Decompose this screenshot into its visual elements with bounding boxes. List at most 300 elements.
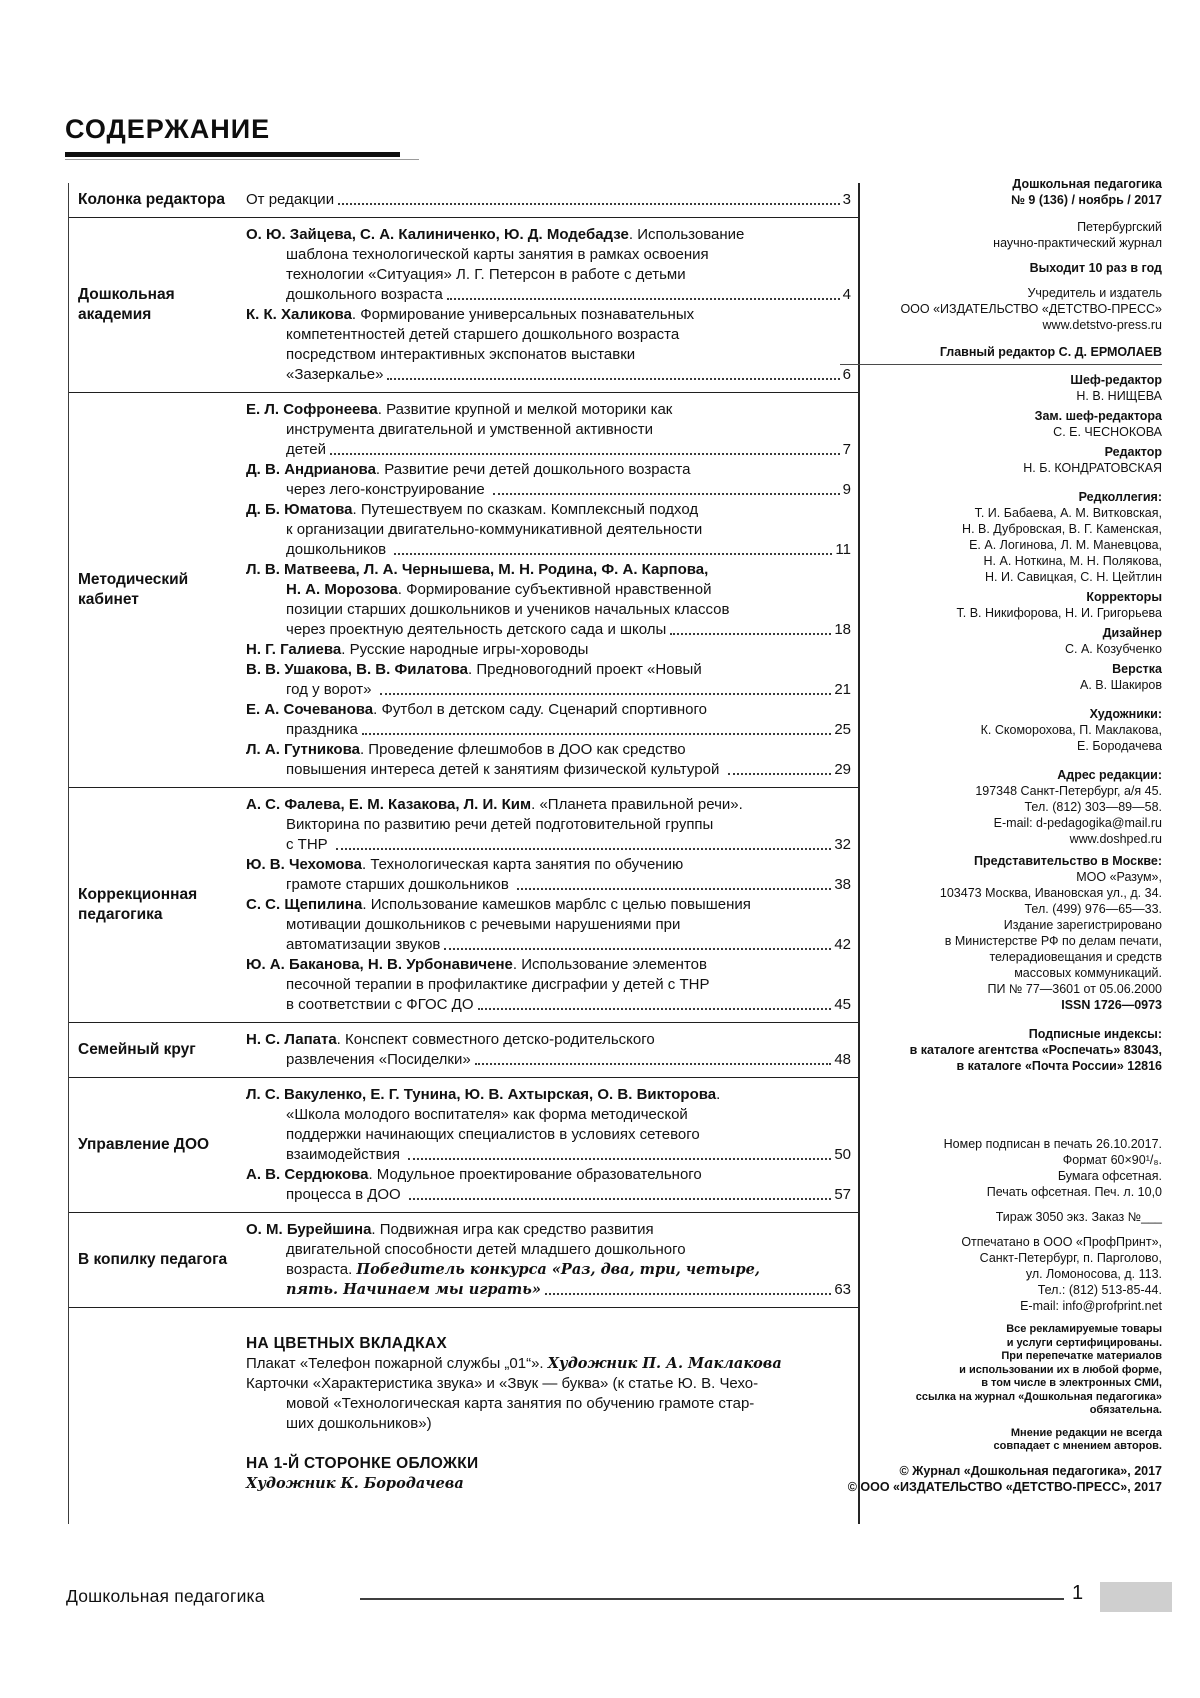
toc-entry-line bbox=[246, 460, 851, 480]
toc-text-segment: . Использование bbox=[628, 226, 745, 243]
toc-text-segment: Е. А. Сочеванова bbox=[246, 701, 374, 718]
toc-text-segment: шаблона технологической карты занятия в рамках освоения bbox=[286, 246, 709, 263]
toc-entry-line bbox=[246, 540, 851, 560]
toc-text-segment: инструмента двигательной и умственной активности bbox=[286, 421, 654, 438]
toc-entry bbox=[246, 1085, 851, 1165]
footer-corner-box bbox=[1100, 1582, 1172, 1612]
toc-leader-dots bbox=[478, 995, 832, 1010]
toc-entry-text bbox=[286, 365, 383, 385]
toc-entry-line bbox=[246, 1220, 851, 1240]
masthead-line: Печать офсетная. Печ. л. 10,0 bbox=[986, 1185, 1162, 1199]
masthead-line: Тел. (812) 303—89—58. bbox=[1024, 800, 1162, 814]
toc-section-label: Методический кабинет bbox=[78, 571, 189, 608]
toc-entry bbox=[246, 895, 851, 955]
toc-page-ref: 32 bbox=[834, 836, 851, 853]
masthead-line: Редактор bbox=[1104, 445, 1162, 459]
masthead-line: Тел. (499) 976—65—33. bbox=[1024, 902, 1162, 916]
toc-entry-text bbox=[286, 1280, 541, 1300]
toc-text-segment: . Технологическая карта занятия по обучению bbox=[362, 856, 684, 873]
toc-entry-text bbox=[286, 600, 729, 620]
toc-text-segment: . Проведение флешмобов в ДОО как средство bbox=[359, 741, 686, 758]
toc-text-segment: компетентностей детей старшего дошкольного возраста bbox=[286, 326, 680, 343]
masthead-line: Формат 60×90¹/₈. bbox=[1062, 1153, 1162, 1167]
masthead-line: Санкт-Петербург, п. Парголово, bbox=[979, 1251, 1162, 1265]
toc-text-segment: . Футбол в детском саду. Сценарий спортивного bbox=[373, 701, 707, 718]
masthead-line: Номер подписан в печать 26.10.2017. bbox=[943, 1137, 1162, 1151]
toc-entry bbox=[246, 1474, 851, 1494]
toc-text-segment: пять. Начинаем мы играть» bbox=[286, 1281, 541, 1298]
toc-entry bbox=[246, 500, 851, 560]
toc-entry-line bbox=[246, 1334, 851, 1354]
masthead-line: С. Е. ЧЕСНОКОВА bbox=[1053, 425, 1162, 439]
toc-text-segment: детей bbox=[286, 441, 327, 458]
toc-entry-text bbox=[286, 915, 680, 935]
toc-entry-line bbox=[246, 875, 851, 895]
masthead-line: При перепечатке материалов bbox=[1001, 1350, 1162, 1362]
masthead-line: совпадает с мнением авторов. bbox=[993, 1440, 1162, 1452]
toc-page-ref: 57 bbox=[834, 1186, 851, 1203]
toc-text-segment: Д. В. Андрианова bbox=[246, 461, 376, 478]
masthead-spacer bbox=[840, 276, 1162, 285]
toc-section bbox=[69, 183, 858, 217]
toc-leader-dots bbox=[475, 1050, 832, 1065]
toc-entry-text bbox=[286, 995, 474, 1015]
masthead-line: www.doshped.ru bbox=[1069, 832, 1162, 846]
toc-page-ref: 50 bbox=[834, 1146, 851, 1163]
masthead-line: № 9 (136) / ноябрь / 2017 bbox=[1010, 193, 1162, 207]
toc-text-segment: . Развитие крупной и мелкой моторики как bbox=[377, 401, 673, 418]
masthead-line: в Министерстве РФ по делам печати, bbox=[944, 934, 1162, 948]
toc-entry-text bbox=[246, 1454, 478, 1474]
toc-leader-dots bbox=[380, 680, 832, 695]
toc-entry-text bbox=[286, 420, 653, 440]
toc-entry-line bbox=[246, 420, 851, 440]
toc-text-segment: Н. С. Лапата bbox=[246, 1031, 337, 1048]
toc-entry-text bbox=[286, 1145, 404, 1165]
toc-leader-dots bbox=[447, 285, 840, 300]
masthead-line: Корректоры bbox=[1086, 590, 1162, 604]
toc-entry-text bbox=[246, 560, 708, 580]
masthead-line: Мнение редакции не всегда bbox=[1010, 1426, 1162, 1439]
toc-entry-text bbox=[286, 265, 686, 285]
toc-entry-text bbox=[246, 1030, 655, 1050]
toc-entry-text bbox=[286, 1105, 688, 1125]
masthead-line: обязательна. bbox=[1089, 1404, 1162, 1416]
toc-entry bbox=[246, 855, 851, 895]
footer-journal-title: Дошкольная педагогика bbox=[66, 1586, 265, 1606]
masthead-line: А. В. Шакиров bbox=[1080, 678, 1162, 692]
toc-entry-line bbox=[246, 895, 851, 915]
toc-entry-line bbox=[246, 305, 851, 325]
toc-entry-line bbox=[246, 1354, 851, 1374]
toc-entry-line bbox=[246, 1240, 851, 1260]
toc-section-label: Управление ДОО bbox=[78, 1136, 210, 1153]
toc-entry-text bbox=[286, 245, 709, 265]
masthead-spacer bbox=[840, 1200, 1162, 1209]
toc-text-segment: мовой «Технологическая карта занятия по обучению грамоте стар- bbox=[286, 1395, 755, 1412]
toc-entry-text bbox=[286, 815, 713, 835]
toc-leader-dots bbox=[444, 935, 831, 950]
masthead-line: Дошкольная педагогика bbox=[1012, 177, 1162, 191]
toc-text-segment: ших дошкольников») bbox=[286, 1415, 432, 1432]
toc-entry-line bbox=[246, 1474, 851, 1494]
toc-entry-line bbox=[246, 680, 851, 700]
toc-text-segment: . Использование камешков марблс с целью повышения bbox=[362, 896, 751, 913]
toc-entry-text bbox=[286, 1414, 432, 1434]
toc-text-segment: О. Ю. Зайцева, С. А. Калиниченко, Ю. Д. Модебадзе bbox=[246, 226, 629, 243]
toc-entry-line bbox=[246, 660, 851, 680]
masthead-line: Дизайнер bbox=[1102, 626, 1162, 640]
toc-entry-line bbox=[246, 285, 851, 305]
toc-section-body bbox=[246, 795, 858, 1015]
toc-entry-text bbox=[286, 540, 390, 560]
toc-entry-line bbox=[246, 560, 851, 580]
toc-text-segment: Плакат «Телефон пожарной службы „01“». bbox=[246, 1355, 548, 1372]
toc-text-segment: . Русские народные игры-хороводы bbox=[341, 641, 589, 658]
toc-text-segment: К. К. Халикова bbox=[246, 306, 352, 323]
toc-entry-text bbox=[286, 440, 326, 460]
toc-section-label: Семейный круг bbox=[78, 1041, 196, 1058]
toc-section bbox=[69, 1212, 858, 1307]
toc-entry-line bbox=[246, 700, 851, 720]
toc-section bbox=[69, 1077, 858, 1212]
toc-text-segment: Ю. А. Баканова, Н. В. Урбонавичене bbox=[246, 956, 513, 973]
toc-entry-text bbox=[246, 955, 707, 975]
toc-entry-line bbox=[246, 1145, 851, 1165]
toc-text-segment: дошкольного возраста bbox=[286, 286, 443, 303]
toc-leader-dots bbox=[394, 540, 832, 555]
toc-entry-line bbox=[246, 975, 851, 995]
masthead-line: 103473 Москва, Ивановская ул., д. 34. bbox=[939, 886, 1162, 900]
toc-entry-text bbox=[246, 500, 698, 520]
toc-entry-line bbox=[246, 1394, 851, 1414]
toc-text-segment: повышения интереса детей к занятиям физической культурой bbox=[286, 761, 724, 778]
toc-entry-line bbox=[246, 365, 851, 385]
masthead-line: Н. А. Ноткина, М. Н. Полякова, bbox=[983, 554, 1162, 568]
toc-section-body bbox=[246, 225, 858, 385]
toc-entry-line bbox=[246, 720, 851, 740]
toc-entry-line bbox=[246, 1050, 851, 1070]
toc-text-segment: возраста. bbox=[286, 1261, 357, 1278]
toc-entry bbox=[246, 305, 851, 385]
toc-text-segment: посредством интерактивных экспонатов выставки bbox=[286, 346, 636, 363]
toc-text-segment: А. В. Сердюкова bbox=[246, 1166, 369, 1183]
masthead-line: Художники: bbox=[1089, 707, 1162, 721]
toc-text-segment: От редакции bbox=[246, 191, 335, 208]
toc-text-segment: Ю. В. Чехомова bbox=[246, 856, 363, 873]
toc-entry-text bbox=[246, 460, 690, 480]
toc-entry-text bbox=[286, 325, 679, 345]
toc-text-segment: Л. С. Вакуленко, Е. Г. Тунина, Ю. В. Ахтырская, О. В. Викторова bbox=[246, 1086, 717, 1103]
masthead-line: телерадиовещания и средств bbox=[989, 950, 1162, 964]
toc-text-segment: Л. В. Матвеева, Л. А. Чернышева, М. Н. Родина, Ф. А. Карпова, bbox=[246, 561, 709, 578]
masthead-line: и использовании их в любой форме, bbox=[959, 1363, 1162, 1376]
masthead-line: Н. Б. КОНДРАТОВСКАЯ bbox=[1023, 461, 1162, 475]
masthead-spacer bbox=[840, 1454, 1162, 1463]
masthead-line: ПИ № 77—3601 от 05.06.2000 bbox=[987, 982, 1162, 996]
toc-text-segment: . Модульное проектирование образовательного bbox=[368, 1166, 702, 1183]
toc-entry-text bbox=[286, 1185, 405, 1205]
toc-entry-line bbox=[246, 1280, 851, 1300]
toc-entry-line bbox=[246, 1085, 851, 1105]
toc-text-segment: . Подвижная игра как средство развития bbox=[371, 1221, 654, 1238]
toc-text-segment: Д. Б. Юматова bbox=[246, 501, 353, 518]
toc-text-segment: С. С. Щепилина bbox=[246, 896, 363, 913]
toc-leader-dots bbox=[336, 835, 831, 850]
toc-entry-line bbox=[246, 265, 851, 285]
masthead-spacer bbox=[840, 1418, 1162, 1427]
toc-text-segment: В. В. Ушакова, В. В. Филатова bbox=[246, 661, 469, 678]
toc-page-ref: 48 bbox=[834, 1051, 851, 1068]
masthead-line: ссылка на журнал «Дошкольная педагогика» bbox=[915, 1390, 1162, 1403]
toc-section-body bbox=[246, 190, 858, 210]
toc-page-ref: 25 bbox=[834, 721, 851, 738]
toc-entry-line bbox=[246, 225, 851, 245]
toc-entry-line bbox=[246, 1165, 851, 1185]
toc-text-segment: Художник П. А. Маклакова bbox=[547, 1355, 782, 1372]
toc-entry bbox=[246, 560, 851, 640]
toc-entry-line bbox=[246, 915, 851, 935]
masthead-line: Бумага офсетная. bbox=[1057, 1169, 1162, 1183]
toc-entry-text bbox=[246, 740, 686, 760]
toc-entry-text bbox=[286, 875, 513, 895]
masthead-spacer bbox=[840, 754, 1162, 767]
toc-leader-dots bbox=[408, 1145, 831, 1160]
masthead-line: и услуги сертифицированы. bbox=[1006, 1336, 1162, 1349]
masthead-spacer bbox=[840, 1013, 1162, 1026]
toc-entry-text bbox=[286, 345, 635, 365]
toc-text-segment: развлечения «Посиделки» bbox=[286, 1051, 471, 1068]
toc-entry-line bbox=[246, 620, 851, 640]
toc-entry-text bbox=[286, 520, 702, 540]
toc-text-segment: технологии «Ситуация» Л. Г. Петерсон в работе с детьми bbox=[286, 266, 686, 283]
toc-entry-text bbox=[286, 580, 712, 600]
toc-page-ref: 9 bbox=[842, 481, 851, 498]
masthead-line: Учредитель и издатель bbox=[1027, 286, 1162, 300]
toc-text-segment: НА 1-Й СТОРОНКЕ ОБЛОЖКИ bbox=[246, 1455, 479, 1472]
page-title: СОДЕРЖАНИЕ bbox=[65, 114, 271, 144]
toc-entry-line bbox=[246, 1105, 851, 1125]
masthead-line: ООО «ИЗДАТЕЛЬСТВО «ДЕТСТВО-ПРЕСС» bbox=[900, 302, 1162, 316]
toc-text-segment: позиции старших дошкольников и учеников начальных классов bbox=[286, 601, 730, 618]
toc-text-segment: . Предновогодний проект «Новый bbox=[468, 661, 702, 678]
toc-entry-line bbox=[246, 835, 851, 855]
toc-entry-text bbox=[286, 935, 440, 955]
masthead bbox=[840, 176, 1162, 1495]
masthead-line: Выходит 10 раз в год bbox=[1029, 261, 1162, 275]
toc-leader-dots bbox=[545, 1280, 831, 1295]
toc-entry-line bbox=[246, 1185, 851, 1205]
toc-entry-text bbox=[246, 795, 743, 815]
toc-entry-text bbox=[246, 640, 588, 660]
toc-entry-line bbox=[246, 740, 851, 760]
toc-text-segment: . Использование элементов bbox=[512, 956, 707, 973]
toc-section bbox=[69, 787, 858, 1022]
toc-entry-text bbox=[246, 1474, 464, 1494]
toc-leader-dots bbox=[362, 720, 831, 735]
toc-page-ref: 6 bbox=[842, 366, 851, 383]
toc-entry-text bbox=[246, 1165, 702, 1185]
toc-entry bbox=[246, 640, 851, 660]
toc-entry-line bbox=[246, 520, 851, 540]
masthead-line: С. А. Козубченко bbox=[1064, 642, 1162, 656]
toc-entry-text bbox=[286, 620, 666, 640]
toc-page-ref: 7 bbox=[842, 441, 851, 458]
toc-table bbox=[68, 183, 860, 1524]
masthead-line: Издание зарегистрировано bbox=[1003, 918, 1162, 932]
toc-entry-text bbox=[246, 1334, 447, 1354]
toc-entry-text bbox=[246, 1354, 782, 1374]
toc-page-ref: 4 bbox=[842, 286, 851, 303]
toc-entry-text bbox=[286, 1260, 760, 1280]
toc-text-segment: с ТНР bbox=[286, 836, 332, 853]
toc-leader-dots bbox=[728, 760, 832, 775]
toc-section bbox=[69, 392, 858, 787]
masthead-line: в том числе в электронных СМИ, bbox=[981, 1377, 1162, 1389]
masthead-line: К. Скоморохова, П. Маклакова, bbox=[980, 723, 1162, 737]
toc-section-label: Колонка редактора bbox=[78, 191, 225, 208]
toc-entry-text bbox=[286, 975, 709, 995]
toc-leader-dots bbox=[330, 440, 840, 455]
toc-text-segment: год у ворот» bbox=[286, 681, 376, 698]
toc-section-body bbox=[246, 400, 858, 780]
toc-entry-line bbox=[246, 1030, 851, 1050]
toc-page-ref: 38 bbox=[834, 876, 851, 893]
toc-text-segment: . «Планета правильной речи». bbox=[531, 796, 743, 813]
masthead-line: Подписные индексы: bbox=[1028, 1027, 1162, 1041]
toc-entry bbox=[246, 400, 851, 460]
toc-entry-line bbox=[246, 480, 851, 500]
toc-text-segment: праздника bbox=[286, 721, 358, 738]
toc-section-body bbox=[246, 1085, 858, 1205]
toc-entry bbox=[246, 190, 851, 210]
toc-text-segment: Е. Л. Софронеева bbox=[246, 401, 378, 418]
toc-section-body bbox=[246, 1030, 858, 1070]
toc-section-label: В копилку педагога bbox=[78, 1251, 228, 1268]
toc-entry-line bbox=[246, 500, 851, 520]
masthead-line: Н. В. Дубровская, В. Г. Каменская, bbox=[962, 522, 1162, 536]
toc-text-segment: через проектную деятельность детского сада и школы bbox=[286, 621, 667, 638]
toc-page-ref: 42 bbox=[834, 936, 851, 953]
masthead-spacer bbox=[840, 208, 1162, 219]
masthead-spacer bbox=[840, 1225, 1162, 1234]
masthead-line: © ООО «ИЗДАТЕЛЬСТВО «ДЕТСТВО-ПРЕСС», 2017 bbox=[847, 1479, 1162, 1494]
masthead-line: Петербургский bbox=[1077, 220, 1162, 234]
masthead-line: Тел.: (812) 513-85-44. bbox=[1037, 1283, 1162, 1297]
masthead-line: Редколлегия: bbox=[1078, 490, 1162, 504]
toc-page-ref: 11 bbox=[835, 541, 851, 558]
toc-text-segment: грамоте старших дошкольников bbox=[286, 876, 513, 893]
toc-text-segment: Победитель конкурса «Раз, два, три, четыре, bbox=[356, 1261, 760, 1278]
toc-section-label: Дошкольная академия bbox=[78, 286, 175, 323]
toc-text-segment: процесса в ДОО bbox=[286, 1186, 405, 1203]
toc-text-segment: Карточки «Характеристика звука» и «Звук — буква» (к статье Ю. В. Чехо- bbox=[246, 1375, 759, 1392]
toc-entry-line bbox=[246, 1454, 851, 1474]
toc-entry-text bbox=[286, 285, 443, 305]
toc-page-ref: 63 bbox=[834, 1281, 851, 1298]
masthead-line: Главный редактор С. Д. ЕРМОЛАЕВ bbox=[939, 345, 1162, 359]
title-rule-thin bbox=[65, 159, 419, 160]
masthead-line: МОО «Разум», bbox=[1076, 870, 1162, 884]
toc-text-segment: . Развитие речи детей дошкольного возраста bbox=[375, 461, 691, 478]
toc-text-segment: «Школа молодого воспитателя» как форма методической bbox=[286, 1106, 688, 1123]
toc-entry-line bbox=[246, 190, 851, 210]
toc-entry bbox=[246, 1334, 851, 1354]
toc-leader-dots bbox=[387, 365, 839, 380]
masthead-line: Н. И. Савицкая, С. Н. Цейтлин bbox=[985, 570, 1162, 584]
masthead-spacer bbox=[840, 1074, 1162, 1136]
masthead-line: Верстка bbox=[1112, 662, 1162, 676]
toc-entry-text bbox=[246, 1085, 720, 1105]
toc-entry-line bbox=[246, 1260, 851, 1280]
page-header bbox=[65, 114, 419, 160]
toc-entry bbox=[246, 1354, 851, 1434]
masthead-line: Е. А. Логинова, Л. М. Маневцова, bbox=[969, 538, 1162, 552]
toc-text-segment: А. С. Фалева, Е. М. Казакова, Л. И. Ким bbox=[246, 796, 532, 813]
toc-text-segment: двигательной способности детей младшего дошкольного bbox=[286, 1241, 686, 1258]
toc-section bbox=[69, 1022, 858, 1077]
masthead-line: в каталоге «Почта России» 12816 bbox=[956, 1059, 1162, 1073]
masthead-line: Т. В. Никифорова, Н. И. Григорьева bbox=[956, 606, 1162, 620]
toc-text-segment: . Конспект совместного детско-родительского bbox=[336, 1031, 655, 1048]
masthead-divider bbox=[840, 364, 1162, 365]
toc-entry-text bbox=[246, 305, 694, 325]
toc-entry-text bbox=[246, 700, 707, 720]
toc-entry-text bbox=[286, 835, 332, 855]
toc-entry bbox=[246, 795, 851, 855]
masthead-line: Т. И. Бабаева, А. М. Витковская, bbox=[974, 506, 1162, 520]
toc-entry-text bbox=[246, 855, 683, 875]
toc-entry bbox=[246, 740, 851, 780]
toc-entry-line bbox=[246, 935, 851, 955]
toc-entry-line bbox=[246, 580, 851, 600]
masthead-line: массовых коммуникаций. bbox=[1014, 966, 1162, 980]
masthead-line: www.detstvo-press.ru bbox=[1042, 318, 1162, 332]
toc-page-ref: 29 bbox=[834, 761, 851, 778]
masthead-line: Шеф-редактор bbox=[1070, 373, 1162, 387]
toc-leader-dots bbox=[409, 1185, 831, 1200]
toc-entry-line bbox=[246, 600, 851, 620]
masthead-line: научно-практический журнал bbox=[993, 236, 1162, 250]
masthead-line: Представительство в Москве: bbox=[973, 854, 1162, 868]
toc-text-segment: . bbox=[716, 1086, 721, 1103]
toc-text-segment: Художник К. Бородачева bbox=[246, 1475, 464, 1492]
toc-section-label: Коррекционная педагогика bbox=[78, 886, 198, 923]
toc-entry-text bbox=[286, 1050, 471, 1070]
toc-entry bbox=[246, 225, 851, 305]
toc-entry-line bbox=[246, 795, 851, 815]
toc-entry-text bbox=[246, 660, 702, 680]
toc-entry-text bbox=[246, 190, 334, 210]
masthead-line: Тираж 3050 экз. Заказ №___ bbox=[995, 1210, 1162, 1224]
toc-text-segment: . Формирование универсальных познавательных bbox=[351, 306, 695, 323]
toc-section-body bbox=[246, 1334, 858, 1494]
toc-page-ref: 3 bbox=[842, 191, 851, 208]
masthead-line: ISSN 1726—0973 bbox=[1061, 998, 1162, 1012]
toc-entry-text bbox=[286, 760, 724, 780]
footer-page-number: 1 bbox=[1072, 1582, 1084, 1604]
toc-text-segment: дошкольников bbox=[286, 541, 391, 558]
toc-entry-text bbox=[286, 1240, 686, 1260]
masthead-line: Е. Бородачева bbox=[1077, 739, 1162, 753]
toc-entry-text bbox=[246, 400, 672, 420]
toc-entry-text bbox=[246, 895, 751, 915]
toc-text-segment: Н. А. Морозова bbox=[286, 581, 398, 598]
toc-entry-text bbox=[286, 1125, 700, 1145]
toc-entry-line bbox=[246, 400, 851, 420]
masthead-spacer bbox=[840, 476, 1162, 489]
masthead-line: 197348 Санкт-Петербург, а/я 45. bbox=[975, 784, 1162, 798]
